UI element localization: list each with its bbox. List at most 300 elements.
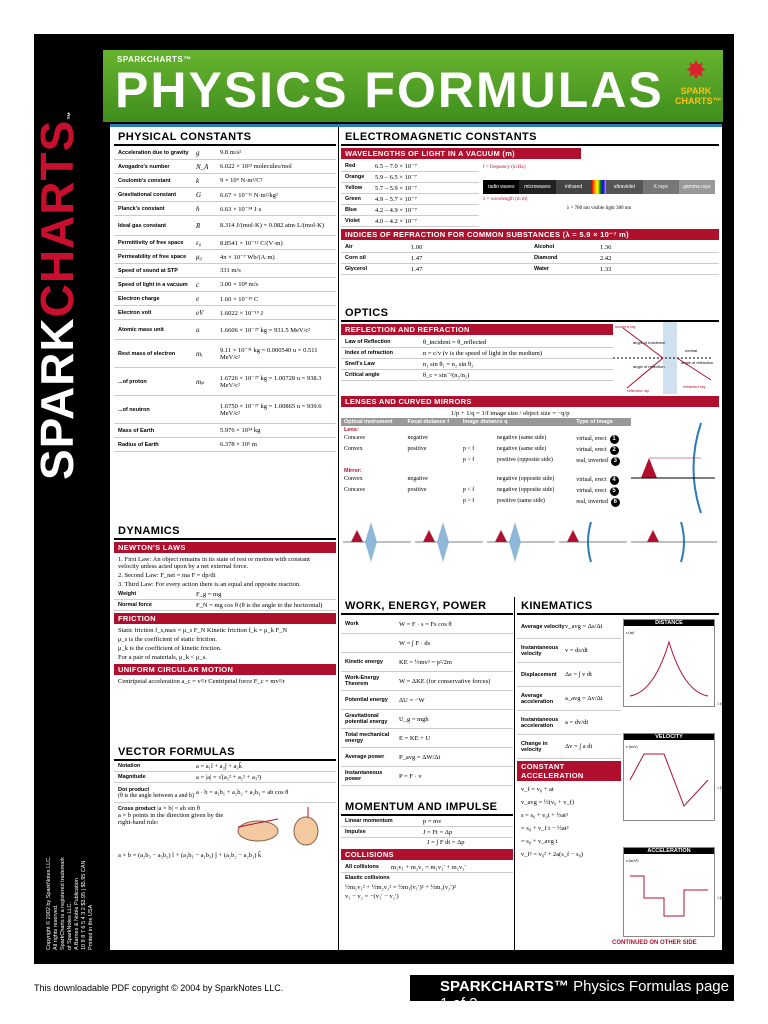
lens-group-row — [341, 426, 631, 434]
constant-symbol: g — [196, 148, 200, 157]
focal-distance: positive — [407, 487, 427, 493]
constant-symbol: mₑ — [196, 349, 203, 358]
substance-name: Air — [345, 244, 353, 250]
constant-row — [114, 320, 336, 340]
constant-symbol: e — [196, 294, 200, 303]
work-row — [341, 615, 513, 634]
ucm-formulas: Centripetal acceleration a_c = v²/r Centripetal force F_c = mv²/r — [118, 678, 285, 685]
instrument — [341, 456, 405, 467]
lens-row — [341, 486, 631, 497]
acceleration-plot-xlabel: t (s) — [717, 895, 724, 900]
friction-header: FRICTION — [114, 613, 336, 624]
focal-distance — [405, 497, 460, 508]
color-name: Violet — [345, 218, 360, 224]
normal-value: F_N = mg cos θ (θ is the angle to the horizontal) — [196, 601, 323, 609]
work-formula: W = F · s = Fs cos θ — [399, 620, 452, 628]
color-wavelength: 4.2 – 4.9 × 10⁻⁷ — [375, 207, 417, 214]
optics-section — [341, 305, 719, 568]
image-distance: negative (same side) — [496, 435, 547, 441]
constant-symbol: eV — [196, 308, 204, 317]
object-condition: p > f — [462, 498, 475, 504]
image-distance-cell — [460, 456, 573, 467]
constant-name: Acceleration due to gravity — [118, 149, 189, 156]
lens-ray-diagrams — [341, 518, 719, 566]
image-distance: negative (opposite side) — [496, 476, 555, 482]
object-condition: p > f — [462, 457, 475, 463]
image-distance: positive (opposite side) — [496, 457, 553, 463]
image-type: virtual, erect — [576, 447, 607, 453]
wavelength-list — [341, 161, 479, 227]
kinematics-formula: Δs = ∫ v dt — [565, 671, 592, 678]
distance-plot — [623, 619, 724, 707]
work-formula: W = ΔKE (for conservative forces) — [399, 677, 491, 685]
diagram-number-badge: 3 — [611, 457, 620, 466]
brand-small: SPARKCHARTS™ — [117, 55, 192, 64]
logo-spark: SPARK — [680, 86, 712, 96]
distance-plot-ylabel: s (m) — [626, 630, 635, 635]
kinematics-formula: a = dv/dt — [565, 719, 589, 726]
constant-acceleration-formula: v_f² = v₀² + 2a(s_f − s₀) — [521, 851, 584, 858]
magnitude-row — [114, 772, 336, 783]
constant-row — [114, 278, 336, 292]
constant-value: 6.63 × 10⁻³⁴ J·s — [220, 205, 262, 213]
constant-row — [114, 424, 336, 438]
snell-label: Snell's Law — [345, 361, 375, 367]
critical-value: θ_c = sin⁻¹(n₂/n₁) — [423, 372, 470, 379]
lens-block — [341, 418, 719, 518]
normal-label: Normal force — [118, 602, 152, 608]
substance-name: Glycerol — [345, 266, 368, 272]
kinematics-label: Average acceleration — [521, 692, 554, 705]
spectrum-bar — [483, 180, 715, 194]
spectrum-gamma: gamma rays — [679, 180, 715, 194]
footer-brand: SPARKCHARTS™ — [440, 978, 569, 995]
refraction-index: 1.36 — [600, 243, 612, 251]
constant-row — [114, 340, 336, 368]
mirror-group-label: Mirror: — [344, 468, 362, 474]
friction-note: μ_k is the coefficient of kinetic friction. — [118, 645, 222, 652]
constant-acceleration-header: CONSTANT ACCELERATION — [517, 761, 621, 781]
constant-row — [114, 188, 336, 202]
impulse-label: Impulse — [345, 829, 366, 835]
footer-copyright: This downloadable PDF copyright © 2004 by SparkNotes LLC. — [34, 983, 284, 993]
refraction-index: 1.00 — [411, 243, 423, 251]
cross-value: |a × b| = ab sin θ — [157, 805, 200, 812]
diagram-number-badge: 6 — [611, 498, 620, 507]
dot-label: Dot product — [118, 786, 150, 793]
work-row — [341, 634, 513, 653]
constant-row — [114, 202, 336, 216]
diagram-number-badge: 4 — [610, 476, 619, 485]
image-distance-cell — [460, 434, 573, 445]
constant-name: Ideal gas constant — [118, 222, 166, 229]
velocity-plot-ylabel: v (m/s) — [626, 744, 638, 749]
image-distance: positive (same side) — [496, 498, 545, 504]
image-distance-cell — [460, 486, 573, 497]
ucm-header: UNIFORM CIRCULAR MOTION — [114, 664, 336, 675]
instrument: Concave — [344, 435, 365, 441]
constant-symbol: G — [196, 190, 202, 199]
color-wavelength: 6.5 – 7.0 × 10⁻⁷ — [375, 163, 417, 170]
constant-row — [114, 306, 336, 320]
right-hand-rule-icon — [228, 805, 328, 849]
velocity-plot-xlabel: t (s) — [717, 785, 724, 790]
color-name: Green — [345, 196, 361, 202]
color-name: Orange — [345, 174, 365, 180]
weight-row — [114, 589, 336, 600]
notation-row — [114, 761, 336, 772]
linear-momentum-row — [341, 816, 513, 827]
velocity-plot — [623, 733, 724, 821]
object-condition: p < f — [462, 446, 475, 452]
wavelength-row — [341, 172, 479, 183]
constant-value: 8.314 J/(mol·K) = 0.082 atm·L/(mol·K) — [220, 222, 325, 229]
work-row — [341, 729, 513, 748]
kinematics-block — [517, 615, 724, 945]
kinematics-formula: v = ds/dt — [565, 647, 588, 654]
lens-table-head — [341, 418, 631, 426]
constant-value: 4π × 10⁻⁷ Wb/(A·m) — [220, 253, 275, 261]
work-formula: KE = ½mv² = p²/2m — [399, 658, 452, 666]
footer — [0, 975, 768, 1024]
wavelength-row — [341, 205, 479, 216]
reflection-text — [341, 322, 613, 394]
spine-tm: ™ — [66, 110, 75, 120]
constant-name: Gravitational constant — [118, 191, 177, 198]
constant-name: Coulomb's constant — [118, 177, 171, 184]
image-type: real, inverted — [576, 499, 608, 505]
reflection-block — [341, 322, 719, 394]
spectrum-diagram — [479, 161, 719, 227]
constant-name: ...of proton — [118, 378, 147, 385]
refraction-index-header: INDICES OF REFRACTION FOR COMMON SUBSTANCES (λ = 5.9 × 10⁻⁷ m) — [341, 229, 719, 240]
spectrum-visible — [592, 180, 607, 194]
elastic-label: Elastic collisions — [345, 875, 390, 881]
critical-row — [341, 370, 613, 381]
image-distance: negative (same side) — [496, 446, 547, 452]
magnitude-value: a = |a| = √(a₁² + a₂² + a₃²) — [196, 773, 262, 781]
constant-row — [114, 146, 336, 160]
work-table — [341, 615, 513, 786]
chart-page — [110, 124, 722, 950]
wavelength-header: WAVELENGTHS OF LIGHT IN A VACUUM (m) — [341, 148, 581, 159]
focal-distance: negative — [407, 435, 428, 441]
constant-row — [114, 396, 336, 424]
em-title: ELECTROMAGNETIC CONSTANTS — [341, 129, 719, 146]
lens-col-focal: Focal distance f — [405, 418, 460, 426]
diagram-number-badge: 1 — [610, 435, 619, 444]
constant-value: 3.00 × 10⁸ m/s — [220, 281, 259, 288]
kinematics-plots — [621, 615, 724, 945]
mirror-group-row — [341, 467, 631, 475]
constant-row — [114, 264, 336, 278]
image-type-cell — [573, 497, 631, 508]
notation-value: a = a₁î + a₂ĵ + a₃k̂ — [196, 762, 242, 770]
acceleration-plot — [623, 847, 724, 937]
constant-symbol: k — [196, 176, 200, 185]
reflection-law-row — [341, 337, 613, 348]
copyright-line: Copyright © 2002 by SparkNotes LLC. — [46, 856, 52, 950]
constants-table — [114, 146, 336, 452]
constant-symbol: u — [196, 325, 200, 334]
weight-value: F_g = mg — [196, 590, 222, 598]
image-type: virtual, erect — [576, 436, 607, 442]
constant-name: Atomic mass unit — [118, 326, 164, 333]
kinematics-title: KINEMATICS — [517, 598, 719, 615]
kinematics-row — [517, 639, 621, 663]
image-type-cell — [573, 475, 631, 486]
constant-acceleration-formula: = s₀ + v_f t − ½at² — [521, 825, 569, 832]
visible-light-label: λ = 780 nm visible light 380 nm — [566, 206, 632, 211]
constant-row — [114, 368, 336, 396]
instrument — [341, 497, 405, 508]
constant-symbol: mₚ — [196, 377, 205, 386]
work-row — [341, 653, 513, 672]
constant-value: 9.8 m/s² — [220, 149, 242, 156]
cross-label: Cross product — [118, 806, 156, 812]
impulse-row — [341, 827, 513, 838]
refraction-angle-label: angle of refraction — [681, 360, 713, 365]
copyright-line: All rights reserved. — [53, 904, 59, 950]
sparkcharts-logo — [675, 56, 722, 120]
refraction-diagram — [613, 322, 713, 394]
vector-section — [114, 744, 336, 860]
wavelength-row — [341, 216, 479, 227]
work-row — [341, 672, 513, 691]
work-row — [341, 691, 513, 710]
constant-name: Permittivity of free space — [118, 239, 184, 246]
lens-row — [341, 434, 631, 445]
dot-label-wrap — [114, 787, 196, 799]
refraction-index: 1.47 — [411, 254, 423, 262]
substance-name: Water — [534, 266, 550, 272]
constant-name: Speed of light in a vacuum — [118, 281, 188, 288]
cross-text — [118, 805, 228, 849]
focal-distance: negative — [407, 476, 428, 482]
vector-title: VECTOR FORMULAS — [114, 744, 336, 761]
first-law: 1. First Law: An object remains in its state of rest or motion with constant velocity unless acted upon by a net external force. — [118, 556, 310, 570]
left-column — [114, 129, 336, 452]
constant-row — [114, 250, 336, 264]
work-label: Gravitational potential energy — [345, 713, 388, 725]
copyright-line: 10 9 8 7 6 5 4 3 2 $3.95 | $5.95 CAN — [81, 860, 87, 950]
constant-row — [114, 174, 336, 188]
image-type: virtual, erect — [576, 488, 607, 494]
page-title: PHYSICS FORMULAS — [115, 62, 664, 118]
image-type-cell — [573, 445, 631, 456]
work-formula: U_g = mgh — [399, 715, 429, 723]
color-name: Blue — [345, 207, 357, 213]
work-row — [341, 748, 513, 767]
friction-note: μ_s is the coefficient of static friction. — [118, 636, 217, 643]
elastic-energy: ½m₁v₁² + ½m₂v₂² = ½m₁(v₁′)² + ½m₂(v₂′)² — [345, 884, 456, 891]
refraction-index: 1.33 — [600, 265, 612, 273]
spectrum-radio: radio waves — [483, 180, 519, 194]
lens-col-type: Type of image — [573, 418, 631, 426]
all-collisions-value: m₁v₁ + m₂v₂ = m₁v₁′ + m₂v₂′ — [391, 863, 466, 871]
optics-title: OPTICS — [341, 305, 719, 322]
dot-note: (θ is the angle between a and b) — [118, 792, 195, 799]
work-row — [341, 767, 513, 786]
lens-table-wrap — [341, 418, 631, 518]
work-label: Potential energy — [345, 697, 388, 703]
kinematics-row — [517, 663, 621, 687]
kinematics-label: Change in velocity — [521, 740, 548, 753]
lens-row — [341, 497, 631, 508]
lens-col-image: Image distance q — [460, 418, 573, 426]
footer-bar — [410, 975, 734, 1012]
focal-distance: positive — [407, 446, 427, 452]
spectrum-infrared: infrared — [556, 180, 592, 194]
refraction-index-table — [341, 242, 719, 275]
work-label: Instantaneous power — [345, 770, 383, 782]
work-label: Kinetic energy — [345, 659, 383, 665]
snell-value: n₁ sin θ₁ = n₂ sin θ₂ — [423, 360, 474, 368]
all-collisions-row — [341, 862, 513, 873]
notation-label: Notation — [118, 763, 141, 769]
linear-momentum-value: p = mv — [423, 817, 442, 825]
work-label: Average power — [345, 754, 385, 760]
column-divider — [338, 127, 339, 953]
reflection-law-label: Law of Reflection — [345, 339, 391, 345]
constant-name: Electron charge — [118, 295, 160, 302]
wavelength-row — [341, 183, 479, 194]
constant-symbol: ε₀ — [196, 238, 202, 247]
index-value: n = c/v (v is the speed of light in the medium) — [423, 349, 543, 357]
acceleration-plot-title: ACCELERATION — [624, 848, 714, 854]
collisions-header: COLLISIONS — [341, 849, 513, 860]
wavelength-row — [341, 194, 479, 205]
momentum-section — [341, 799, 513, 901]
kinematics-label: Instantaneous acceleration — [521, 716, 559, 729]
constant-acceleration-formula: = s₀ + v_avg t — [521, 838, 558, 845]
distance-curve — [624, 626, 714, 702]
linear-momentum-label: Linear momentum — [345, 818, 393, 824]
incidence-angle-label: angle of incidence — [633, 340, 666, 345]
lens-equation: 1/p + 1/q = 1/f image size / object size = −q/p — [451, 410, 570, 417]
friction-note: For a pair of materials, μ_k < μ_s. — [118, 654, 207, 661]
constant-value: 9 × 10⁹ N·m²/C² — [220, 177, 263, 184]
index-label: Index of refraction — [345, 350, 393, 356]
lens-group-label: Lens: — [344, 427, 359, 433]
substance-name: Alcohol — [534, 244, 555, 250]
image-distance-cell — [460, 475, 573, 486]
lens-table — [341, 418, 631, 508]
constant-value: 1.6726 × 10⁻²⁷ kg = 1.00728 u = 938.3 MeV/c² — [220, 375, 322, 389]
color-wavelength: 5.9 – 6.5 × 10⁻⁷ — [375, 174, 417, 181]
instrument: Concave — [344, 487, 365, 493]
spark-burst-icon: ✸ — [685, 56, 707, 85]
title-banner — [103, 50, 723, 122]
incident-ray-label: incident ray — [615, 324, 636, 329]
refraction-index: 1.47 — [411, 265, 423, 273]
constant-symbol: μ₀ — [196, 252, 202, 261]
copyright-line: Printed in the USA — [88, 904, 94, 950]
spine-brand — [20, 110, 83, 500]
kinematics-formula: Δv = ∫ a dt — [565, 743, 593, 750]
copyright-line: A Barnes & Noble Publication — [74, 878, 80, 950]
substance-name: Corn oil — [345, 255, 366, 261]
dot-row — [114, 783, 336, 803]
column-divider — [514, 597, 515, 953]
friction-formulas: Static friction f_s,max = μ_s F_N Kinetic friction f_k = μ_k F_N — [118, 627, 288, 634]
constant-acceleration-list — [517, 783, 621, 861]
constant-name: Avogadro's number — [118, 163, 170, 170]
constant-value: 331 m/s — [220, 267, 241, 274]
wavelength-row — [341, 161, 479, 172]
image-type: virtual, erect — [576, 477, 607, 483]
frequency-label: f = frequency (in Hz) — [483, 165, 526, 170]
spectrum-xray: X rays — [643, 180, 679, 194]
constant-value: 1.60 × 10⁻¹⁹ C — [220, 295, 259, 303]
work-section — [341, 598, 513, 786]
image-type-cell — [573, 456, 631, 467]
work-title: WORK, ENERGY, POWER — [341, 598, 513, 615]
constant-acceleration-formula: v_avg = ½(v₀ + v_f) — [521, 799, 575, 806]
wavelength-block — [341, 161, 719, 227]
all-collisions-label: All collisions — [345, 864, 379, 870]
kinematics-label: Displacement — [521, 671, 557, 678]
constant-value: 6.67 × 10⁻¹¹ N·m²/kg² — [220, 191, 278, 199]
acceleration-curve — [624, 854, 714, 932]
footer-page: Physics Formulas page 1 of 2 — [440, 978, 729, 1012]
kinematics-label: Average velocity — [521, 623, 565, 630]
lenses-header: LENSES AND CURVED MIRRORS — [341, 396, 719, 407]
constant-symbol: h — [196, 204, 200, 213]
constant-acceleration-formula: v_f = v₀ + at — [521, 786, 554, 793]
reflection-header: REFLECTION AND REFRACTION — [341, 324, 613, 335]
lens-row — [341, 475, 631, 486]
color-name: Yellow — [345, 185, 363, 191]
image-distance-cell — [460, 497, 573, 508]
constant-row — [114, 216, 336, 236]
constant-name: Speed of sound at STP — [118, 267, 178, 274]
cross-expanded: a × b = (a₂b₃ − a₃b₂) î + (a₃b₁ − a₁b₃) ĵ + (a₁b₂ − a₂b₁) k̂ — [118, 852, 262, 859]
work-formula: P = F · v — [399, 772, 422, 780]
reflection-law-value: θ_incident = θ_reflected — [423, 338, 487, 346]
index-row — [341, 348, 613, 359]
second-law: 2. Second Law: F_net = ma F = dp/dt — [118, 572, 216, 579]
dynamics-section — [114, 523, 336, 686]
normal-row — [114, 600, 336, 611]
focal-distance — [405, 456, 460, 467]
snell-row — [341, 359, 613, 370]
work-formula: P_avg = ΔW/Δt — [399, 753, 441, 761]
constant-name: Permeability of free space — [118, 253, 187, 260]
kinematics-row — [517, 735, 621, 759]
constant-row — [114, 292, 336, 306]
constant-name: Planck's constant — [118, 205, 165, 212]
physical-constants-title: PHYSICAL CONSTANTS — [114, 129, 336, 146]
velocity-plot-title: VELOCITY — [624, 734, 714, 740]
spine-spark: SPARK — [31, 317, 83, 480]
object-condition: p < f — [462, 487, 475, 493]
copyright-line: of SparkNotes LLC. — [67, 902, 73, 950]
constant-name: Mass of Earth — [118, 427, 155, 434]
constant-value: 5.976 × 10²⁴ kg — [220, 427, 261, 434]
kinematics-table — [517, 615, 621, 759]
color-wavelength: 4.9 – 5.7 × 10⁻⁷ — [375, 196, 417, 203]
constant-symbol: R — [196, 221, 201, 230]
kinematics-row — [517, 687, 621, 711]
distance-plot-title: DISTANCE — [624, 620, 714, 626]
color-wavelength: 5.7 – 5.9 × 10⁻⁷ — [375, 185, 417, 192]
work-label: Work — [345, 621, 359, 627]
color-wavelength: 4.0 – 4.2 × 10⁻⁷ — [375, 218, 417, 225]
weight-label: Weight — [118, 591, 137, 597]
constant-name: Rest mass of electron — [118, 350, 176, 357]
constant-value: 8.8541 × 10⁻¹² C/(V·m) — [220, 239, 283, 247]
